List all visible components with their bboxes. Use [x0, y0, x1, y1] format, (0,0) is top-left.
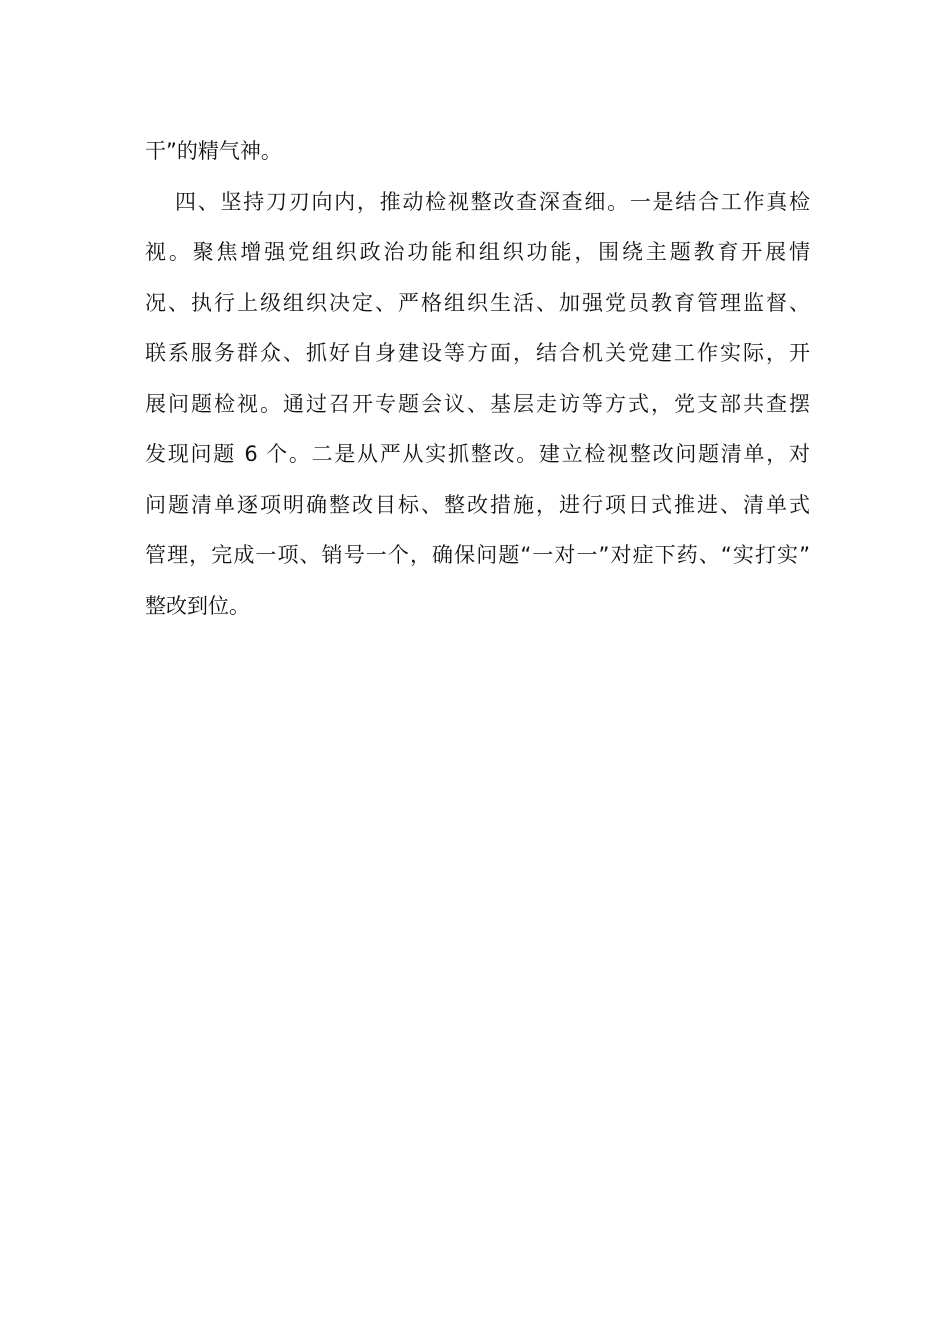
text-line-9: 管理，完成一项、销号一个，确保问题“一对一”对症下药、“实打实” — [145, 543, 810, 567]
text-line-2: 四、坚持刀刃向内，推动检视整改查深查细。一是结合工作真检 — [175, 189, 810, 214]
text-line-4: 况、执行上级组织决定、严格组织生活、加强党员教育管理监督、 — [145, 290, 810, 315]
text-line-8: 问题清单逐项明确整改目标、整改措施，进行项日式推进、清单式 — [145, 492, 810, 517]
text-line-6: 展问题检视。通过召开专题会议、基层走访等方式，党支部共查摆 — [145, 391, 810, 416]
text-line-1: 干”的精气神。 — [145, 139, 282, 163]
body-text — [145, 126, 810, 631]
text-line-5: 联系服务群众、抓好自身建设等方面，结合机关党建工作实际，开 — [145, 341, 810, 365]
text-line-7: 发现问题 6 个。二是从严从实抓整改。建立检视整改问题清单，对 — [145, 442, 810, 466]
text-line-3: 视。聚焦增强党组织政治功能和组织功能，围绕主题教育开展情 — [145, 240, 810, 264]
text-line-10: 整改到位。 — [145, 593, 250, 618]
